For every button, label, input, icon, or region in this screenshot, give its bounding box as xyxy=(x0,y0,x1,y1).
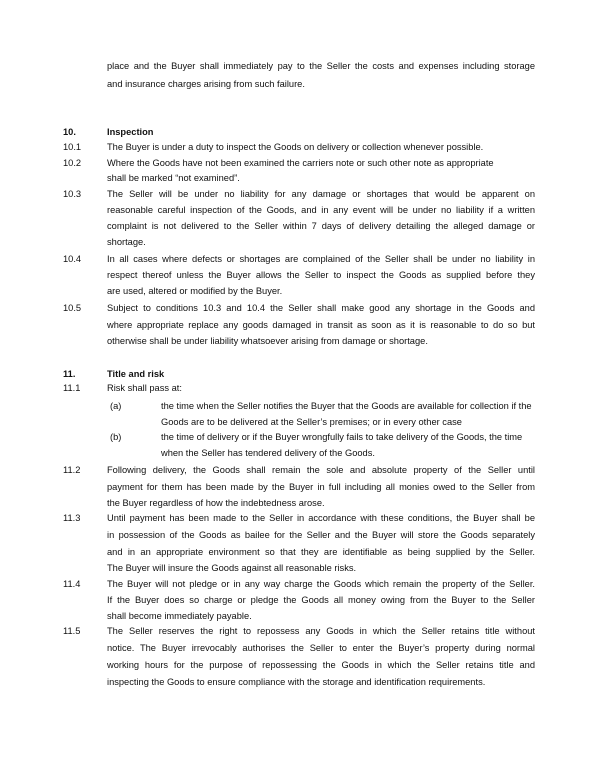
clause-number: 11.3 xyxy=(63,513,81,523)
clause-line: reasonable careful inspection of the Goods, and in any event will be under no liability if a written xyxy=(107,205,535,215)
clause-number: 10.3 xyxy=(63,189,82,199)
clause-number: 11.2 xyxy=(63,465,81,475)
clause-line: The Buyer is under a duty to inspect the Goods on delivery or collection whenever possible. xyxy=(107,142,484,152)
clause-line: inspecting the Goods to ensure compliance with the storage and identification requirements. xyxy=(107,677,486,687)
clause-line: and in an appropriate environment so that they are identifiable as being supplied by the Seller. xyxy=(107,547,535,557)
intro-line: and insurance charges arising from such failure. xyxy=(107,79,305,89)
subclause-label: (a) xyxy=(110,401,122,411)
clause-line: are used, altered or modified by the Buyer. xyxy=(107,286,283,296)
clause-line: otherwise shall be under liability whatsoever arising from damage or shortage. xyxy=(107,336,428,346)
clause-line: Following delivery, the Goods shall remain the sole and absolute property of the Seller until xyxy=(107,465,535,475)
clause-line: In all cases where defects or shortages are complained of the Seller shall be under no liability in xyxy=(107,254,535,264)
clause-line: notice. The Buyer irrevocably authorises the Seller to enter the Buyer’s property during normal xyxy=(107,643,535,653)
clause-line: payment for them has been made by the Buyer in full including all monies owed to the Seller from xyxy=(107,482,535,492)
subclause-label: (b) xyxy=(110,432,122,442)
clause-number: 10.2 xyxy=(63,158,82,168)
section-heading: Inspection xyxy=(107,127,154,137)
subclause-line: the time of delivery or if the Buyer wrongfully fails to take delivery of the Goods, the time xyxy=(161,432,523,442)
section-heading: Title and risk xyxy=(107,369,165,379)
clause-line: shall be marked “not examined”. xyxy=(107,173,240,183)
clause-line: Risk shall pass at: xyxy=(107,383,182,393)
clause-line: in possession of the Goods as bailee for the Seller and the Buyer will store the Goods separately xyxy=(107,530,535,540)
clause-line: complaint is not delivered to the Seller within 7 days of delivery detailing the alleged damage or xyxy=(107,221,535,231)
clause-line: where appropriate replace any goods damaged in transit as soon as it is reasonable to do so but xyxy=(107,320,535,330)
clause-line: The Buyer will insure the Goods against all reasonable risks. xyxy=(107,563,357,573)
clause-line: Subject to conditions 10.3 and 10.4 the Seller shall make good any shortage in the Goods and xyxy=(107,303,535,313)
clause-line: respect thereof unless the Buyer allows the Seller to inspect the Goods as supplied before they xyxy=(107,270,535,280)
clause-number: 11.1 xyxy=(63,383,81,393)
clause-number: 10.1 xyxy=(63,142,82,152)
clause-line: Where the Goods have not been examined the carriers note or such other note as appropriate xyxy=(107,158,494,168)
clause-number: 10.4 xyxy=(63,254,82,264)
clause-line: Until payment has been made to the Seller in accordance with these conditions, the Buyer shall be xyxy=(107,513,535,523)
clause-line: working hours for the purpose of repossessing the Goods in which the Seller retains title and xyxy=(107,660,535,670)
clause-line: the Buyer regardless of how the indebtedness arose. xyxy=(107,498,325,508)
clause-number: 11.4 xyxy=(63,579,81,589)
clause-line: The Seller reserves the right to repossess any Goods in which the Seller retains title without xyxy=(107,626,535,636)
clause-line: The Buyer will not pledge or in any way charge the Goods which remain the property of the Seller. xyxy=(107,579,535,589)
clause-number: 10.5 xyxy=(63,303,82,313)
intro-line: place and the Buyer shall immediately pay to the Seller the costs and expenses including storage xyxy=(107,61,535,71)
section-number: 10. xyxy=(63,127,76,137)
subclause-line: when the Seller has tendered delivery of the Goods. xyxy=(161,448,375,458)
clause-number: 11.5 xyxy=(63,626,81,636)
clause-line: shall become immediately payable. xyxy=(107,611,252,621)
subclause-line: Goods are to be delivered at the Seller’s premises; or in every other case xyxy=(161,417,462,427)
section-number: 11. xyxy=(63,369,76,379)
clause-line: If the Buyer does so charge or pledge the Goods all money owing from the Buyer to the Seller xyxy=(107,595,535,605)
clause-line: The Seller will be under no liability for any damage or shortages that would be apparent on xyxy=(107,189,535,199)
subclause-line: the time when the Seller notifies the Buyer that the Goods are available for collection if the xyxy=(161,401,532,411)
clause-line: shortage. xyxy=(107,237,146,247)
